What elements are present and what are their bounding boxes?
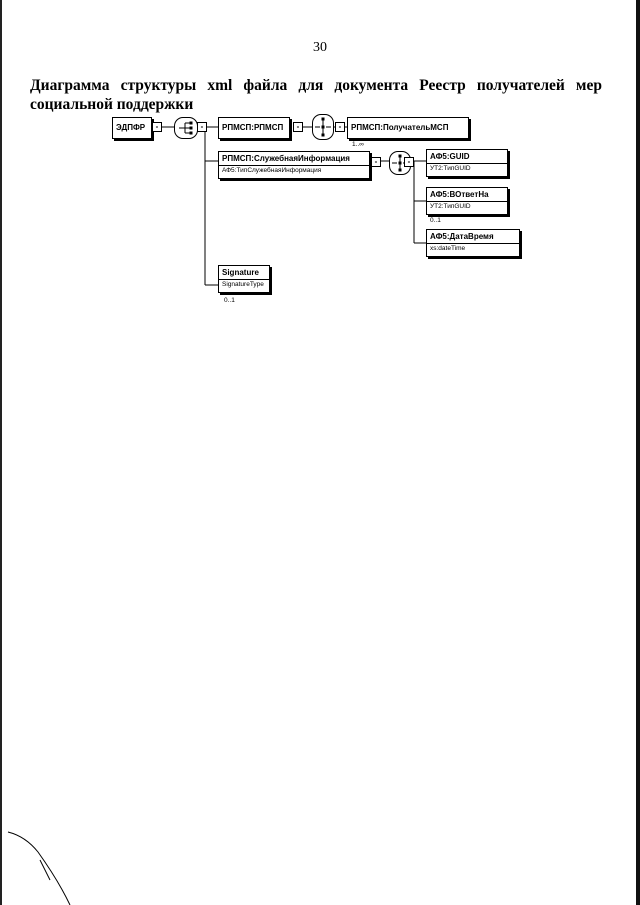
expand-toggle-sequence-2[interactable]: -	[404, 157, 414, 167]
page-number: 30	[313, 40, 327, 55]
node-guid-name: АФ5:GUID	[430, 152, 470, 161]
node-datetime-name: АФ5:ДатаВремя	[430, 232, 494, 241]
node-service-info-type: АФ5:ТипСлужебнаяИнформация	[222, 167, 322, 174]
expand-toggle-root[interactable]: -	[152, 122, 162, 132]
title-line-1: Диаграмма структуры xml файла для документа Реестр получателей мер	[30, 77, 602, 94]
node-service-info-name: РПМСП:СлужебнаяИнформация	[222, 154, 350, 163]
node-reply-to-occurs: 0..1	[430, 217, 441, 224]
node-recipient-name: РПМСП:ПолучательМСП	[351, 123, 449, 132]
node-signature-name: Signature	[222, 268, 259, 277]
node-guid-type: УТ2:ТипGUID	[430, 165, 471, 172]
expand-toggle-rpmsp[interactable]: -	[293, 122, 303, 132]
expand-toggle-sequence[interactable]: -	[197, 122, 207, 132]
title-line-2: социальной поддержки	[30, 96, 194, 113]
node-signature-type: SignatureType	[222, 281, 264, 288]
node-datetime-type: xs:dateTime	[430, 245, 466, 252]
node-recipient-occurs: 1..∞	[352, 141, 364, 148]
node-signature-occurs: 0..1	[224, 297, 235, 304]
expand-toggle-service-info[interactable]: -	[371, 157, 381, 167]
node-root-name: ЭДПФР	[116, 123, 146, 132]
node-reply-to-name: АФ5:ВОтветНа	[430, 190, 489, 199]
node-reply-to-type: УТ2:ТипGUID	[430, 203, 471, 210]
expand-toggle-choice[interactable]: -	[335, 122, 345, 132]
node-rpmsp-name: РПМСП:РПМСП	[222, 123, 284, 132]
